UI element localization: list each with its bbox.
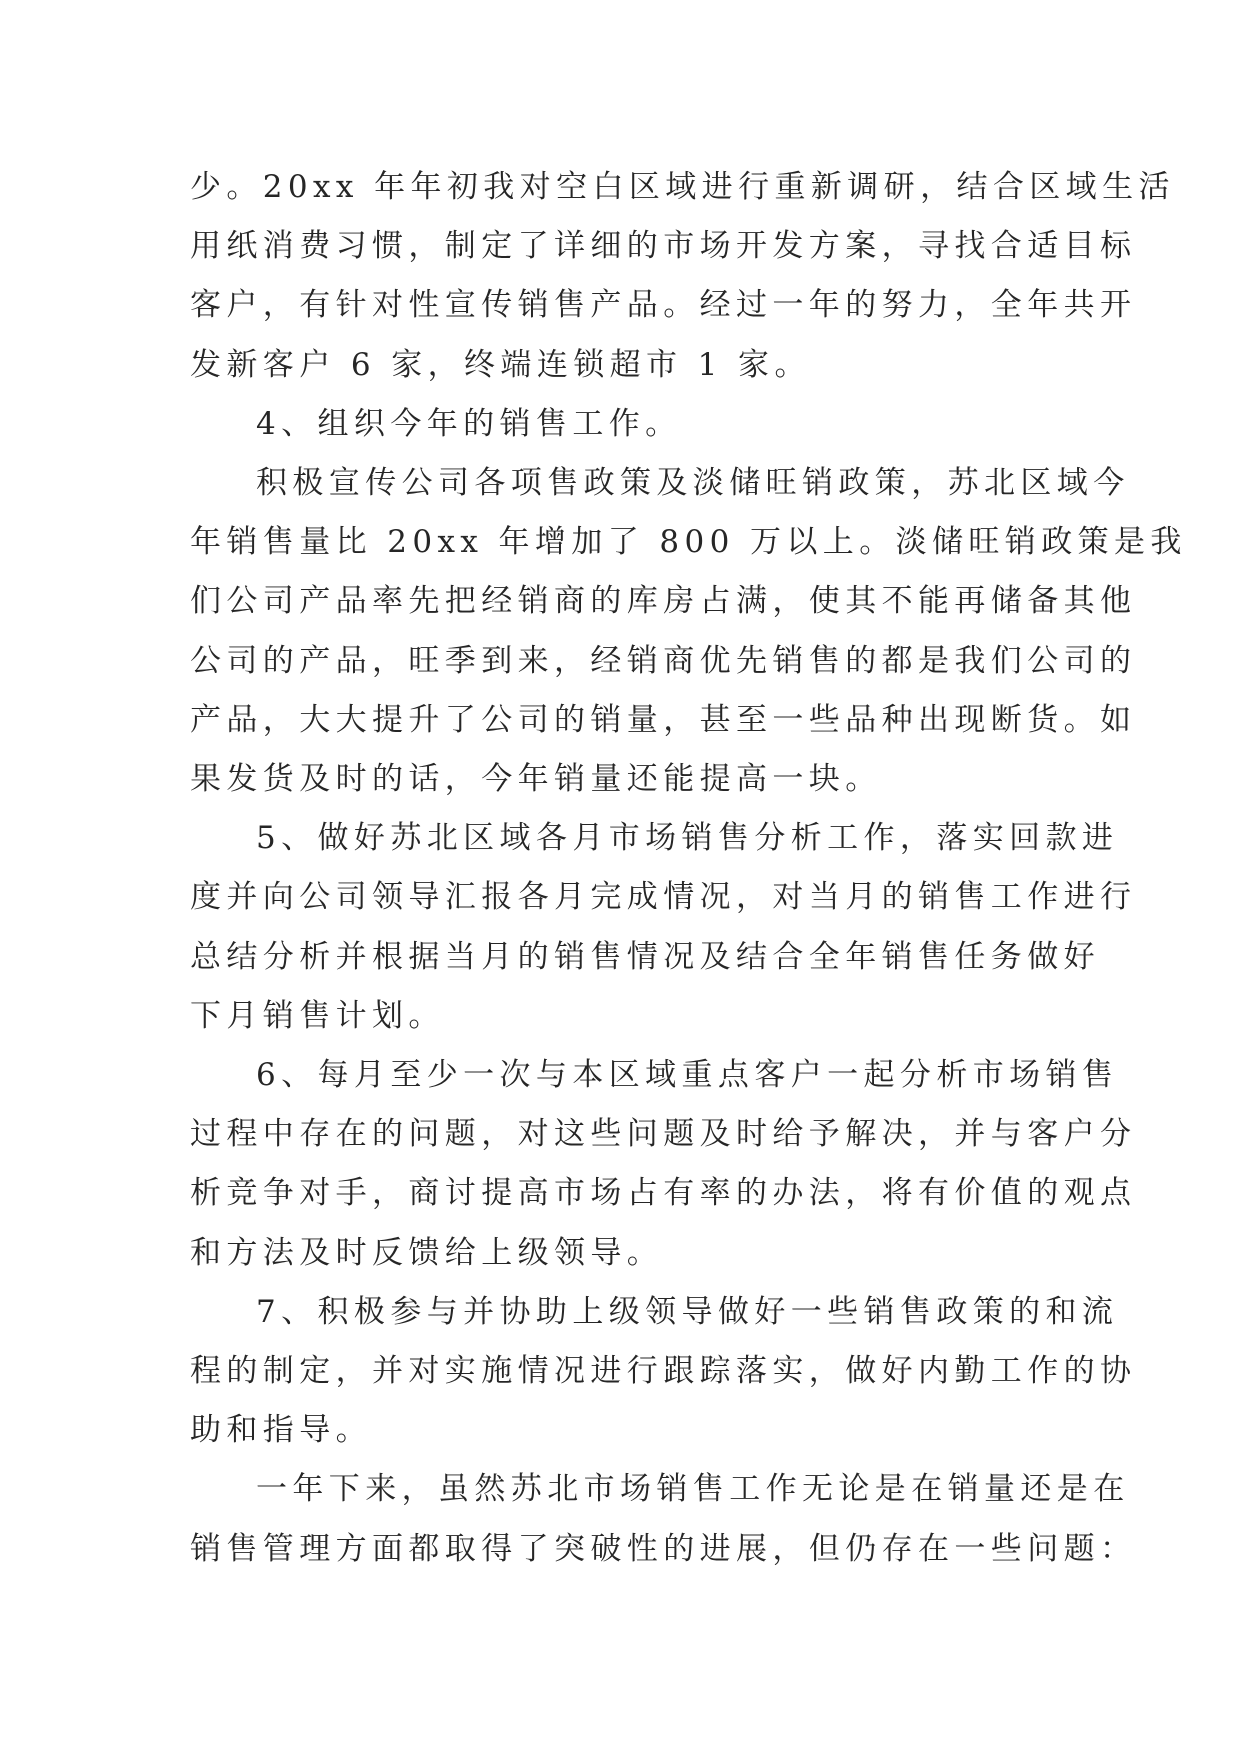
text-line: 发新客户 6 家，终端连锁超市 1 家。 xyxy=(190,346,811,383)
paragraph-5 xyxy=(190,1046,1137,1283)
text-line: 程的制定，并对实施情况进行跟踪落实，做好内勤工作的协 xyxy=(190,1353,1137,1390)
text-line: 下月销售计划。 xyxy=(190,997,445,1034)
text-line: 析竞争对手，商讨提高市场占有率的办法，将有价值的观点 xyxy=(190,1175,1137,1212)
text-line: 产品，大大提升了公司的销量，甚至一些品种出现断货。如 xyxy=(190,701,1137,738)
text-line: 5、做好苏北区域各月市场销售分析工作，落实回款进 xyxy=(256,820,1119,857)
text-line: 公司的产品，旺季到来，经销商优先销售的都是我们公司的 xyxy=(190,642,1137,679)
text-line: 客户，有针对性宣传销售产品。经过一年的努力，全年共开 xyxy=(190,287,1137,324)
text-line: 一年下来，虽然苏北市场销售工作无论是在销量还是在 xyxy=(256,1471,1130,1508)
paragraph-4 xyxy=(190,809,1137,1046)
paragraph-2 xyxy=(190,395,1070,454)
text-line: 果发货及时的话，今年销量还能提高一块。 xyxy=(190,761,882,798)
text-line: 助和指导。 xyxy=(190,1412,372,1449)
paragraph-7 xyxy=(190,1460,1137,1578)
text-line: 用纸消费习惯，制定了详细的市场开发方案，寻找合适目标 xyxy=(190,228,1137,265)
text-line: 销售管理方面都取得了突破性的进展，但仍存在一些问题： xyxy=(190,1530,1137,1567)
document-body xyxy=(190,158,1187,1579)
text-line: 7、积极参与并协助上级领导做好一些销售政策的和流 xyxy=(256,1293,1119,1330)
text-line: 积极宣传公司各项售政策及淡储旺销政策，苏北区域今 xyxy=(256,465,1130,502)
text-line: 少。20xx 年年初我对空白区域进行重新调研，结合区域生活 xyxy=(190,169,1175,205)
text-line: 总结分析并根据当月的销售情况及结合全年销售任务做好 xyxy=(190,938,1100,975)
text-line: 们公司产品率先把经销商的库房占满，使其不能再储备其他 xyxy=(190,583,1137,620)
paragraph-3 xyxy=(190,454,1187,809)
text-line: 4、组织今年的销售工作。 xyxy=(256,405,682,442)
paragraph-1 xyxy=(190,158,1175,395)
text-line: 和方法及时反馈给上级领导。 xyxy=(190,1234,664,1271)
text-line: 度并向公司领导汇报各月完成情况，对当月的销售工作进行 xyxy=(190,879,1137,916)
paragraph-6 xyxy=(190,1283,1137,1461)
text-line: 过程中存在的问题，对这些问题及时给予解决，并与客户分 xyxy=(190,1116,1137,1153)
text-line: 年销售量比 20xx 年增加了 800 万以上。淡储旺销政策是我 xyxy=(190,524,1187,561)
text-line: 6、每月至少一次与本区域重点客户一起分析市场销售 xyxy=(256,1057,1119,1094)
